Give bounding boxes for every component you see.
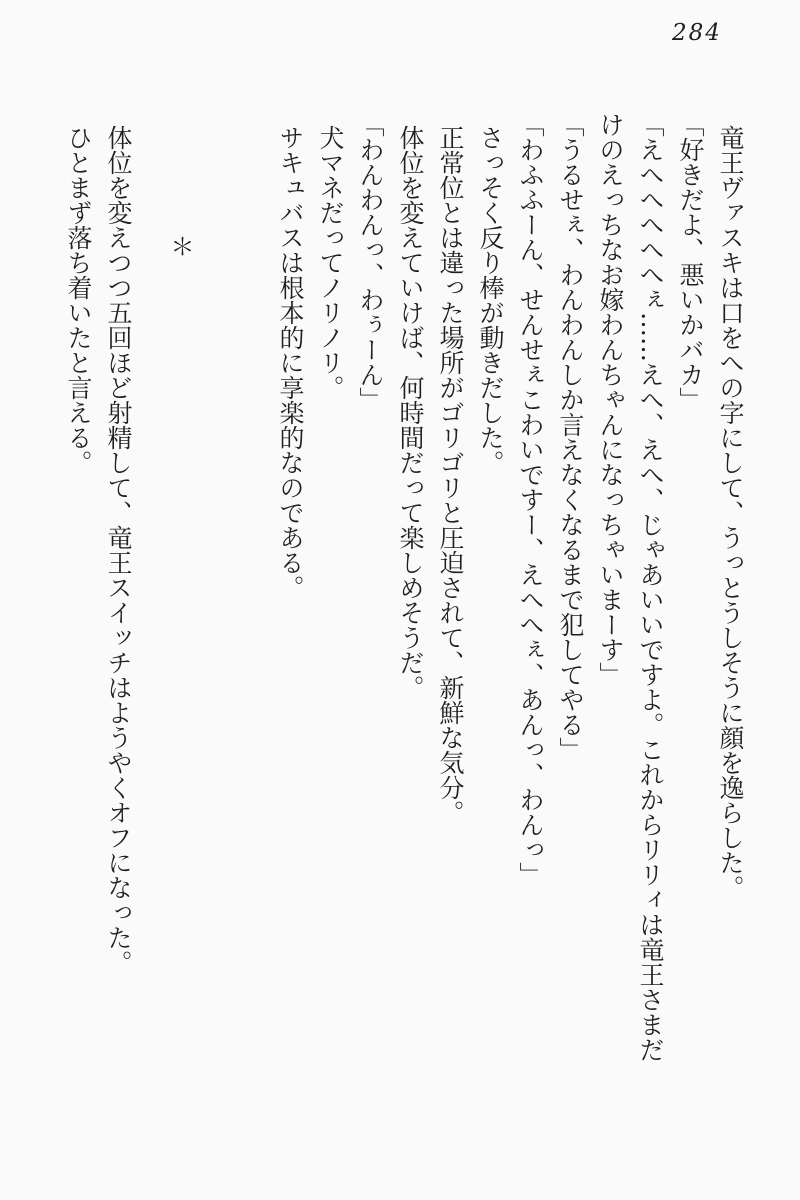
page-number: 284 (672, 20, 722, 46)
section-break-mark: ＊ (166, 234, 194, 258)
narration-line: 体位を変えつつ五回ほど射精して、竜王スイッチはようやくオフになった。 (104, 125, 133, 975)
text-body (58, 112, 750, 1072)
narration-line: 竜王ヴァスキは口をへの字にして、うっとうしそうに顔を逸らした。 (716, 125, 745, 900)
narration-line: 体位を変えていけば、何時間だって楽しめそうだ。 (396, 125, 425, 700)
narration-line: さっそく反り棒が動きだした。 (476, 125, 505, 475)
narration-line: ひとまず落ち着いたと言える。 (64, 125, 93, 475)
narration-line: 正常位とは違った場所がゴリゴリと圧迫されて、新鮮な気分。 (436, 125, 465, 825)
dialogue-line: 「わんわんっ、わぅーん」 (356, 112, 385, 412)
dialogue-line: 「うるせぇ、わんわんしか言えなくなるまで犯してやる」 (556, 112, 585, 762)
dialogue-line: 「えへへへへへぇ……えへ、えへ、じゃあいいですよ。これからリリィは竜王さまだけのえっちなお嫁わんちゃんになっちゃいまーす」 (596, 112, 665, 1062)
dialogue-line: 「わふふーん、せんせぇこわいですー、えへへぇ、あんっ、わんっ」 (516, 112, 545, 887)
dialogue-line: 「好きだよ、悪いかバカ」 (676, 112, 705, 412)
narration-line: サキュバスは根本的に享楽的なのである。 (276, 125, 305, 600)
narration-line: 犬マネだってノリノリ。 (316, 125, 345, 400)
